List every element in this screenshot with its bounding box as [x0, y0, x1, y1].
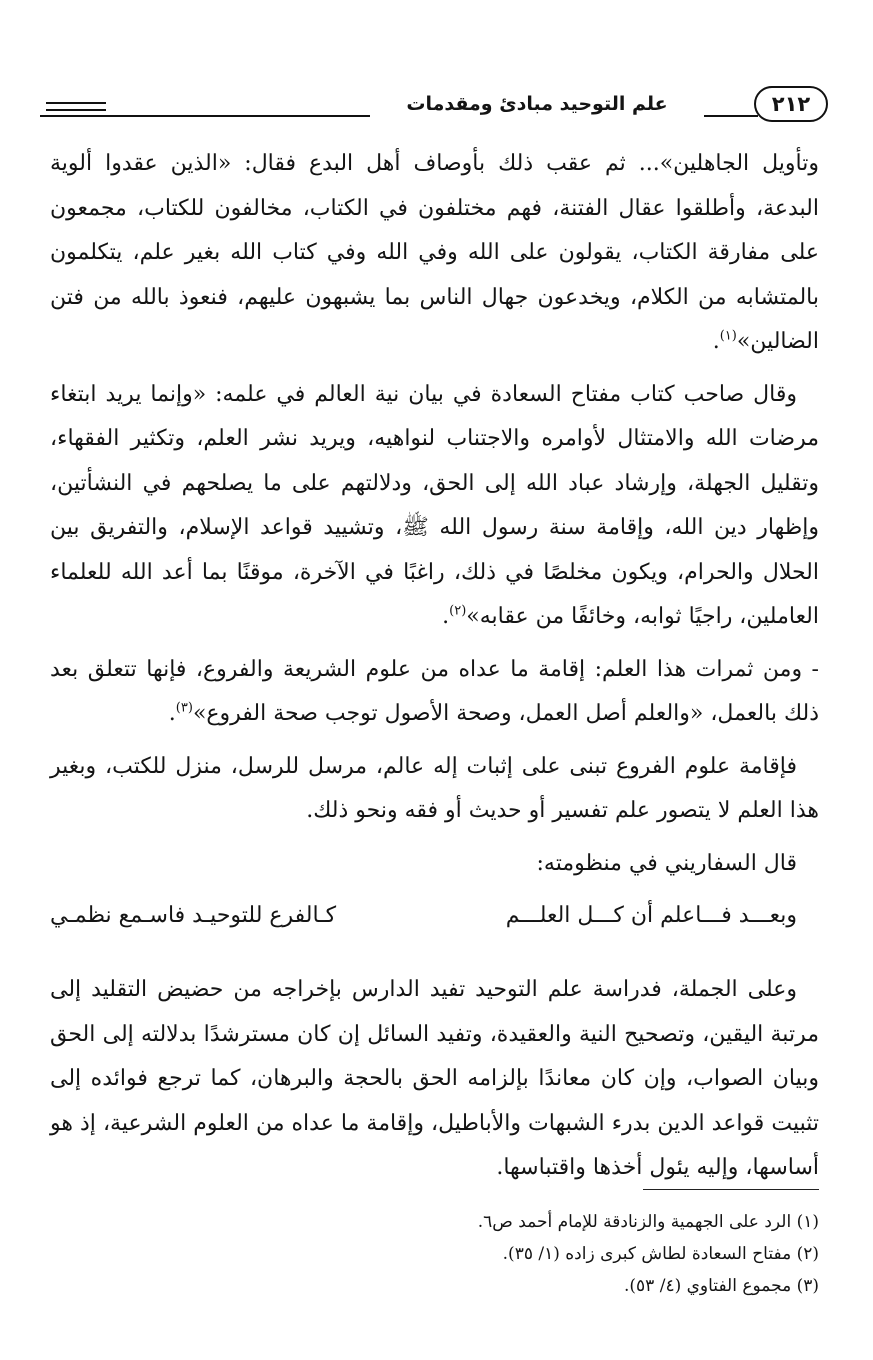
- footnote: (٢) مفتاح السعادة لطاش كبرى زاده (١/ ٣٥).: [502, 1244, 819, 1264]
- poem-verse: [50, 894, 819, 938]
- paragraph: [50, 648, 819, 737]
- footnote: (٣) مجموع الفتاوي (٤/ ٥٣).: [623, 1276, 819, 1296]
- footnote-ref: (١): [719, 328, 737, 344]
- paragraph: [50, 142, 819, 365]
- running-header: [40, 86, 828, 126]
- sentence-end: .: [168, 701, 176, 726]
- header-ornament-line: [46, 102, 106, 104]
- book-title: علم التوحيد مبادئ ومقدمات: [370, 91, 704, 117]
- header-ornament-line: [46, 109, 106, 111]
- paragraph-text: وقال صاحب كتاب مفتاح السعادة في بيان نية العالم في علمه: «وإنما يريد ابتغاء مرضات الله والامتثال لأوامره والاجتناب لنواهيه، ويريد نشر العلم، وتكثير الفقهاء، وتقليل الجهلة، وإرشاد عباد الله إلى الحق، ودلالتهم على ما يصلحهم في النشأتين، وإظهار دين الله، وإقامة سنة رسول الله ﷺ، وتشييد قواعد الإسلام، والتفريق بين الحلال والحرام، ويكون مخلصًا في ذلك، راغبًا في الآخرة، موقنًا بما أعد الله للعلماء العاملين، راجيًا ثوابه، وخائفًا من عقابه»: [50, 381, 819, 629]
- footnotes: [119, 1206, 819, 1302]
- verse-second-hemistich: كـالفرع للتوحيـد فاسـمع نظمـي: [50, 903, 337, 928]
- main-text: [50, 142, 819, 1199]
- paragraph-text: وتأويل الجاهلين»... ثم عقب ذلك بأوصاف أهل البدع فقال: «الذين عقدوا ألوية البدعة، وأطلقوا عقال الفتنة، فهم مختلفون في الكتاب، مخالفون للكتاب، مجمعون على مفارقة الكتاب، يقولون على الله وفي الله وفي كتاب الله بغير علم، يتكلمون بالمتشابه من الكلام، ويخدعون جهال الناس بما يشبهون عليهم، فنعوذ بالله من فتن الضالين»: [50, 151, 819, 354]
- paragraph: [50, 373, 819, 640]
- paragraph-text: - ومن ثمرات هذا العلم: إقامة ما عداه من علوم الشريعة والفروع، فإنها تتعلق بعد ذلك بالعمل، «والعلم أصل العمل، وصحة الأصول توجب صحة الفروع»: [50, 656, 819, 726]
- paragraph: فإقامة علوم الفروع تبنى على إثبات إله عالم، مرسل للرسل، منزل للكتب، وبغير هذا العلم لا يتصور علم تفسير أو حديث أو فقه ونحو ذلك.: [50, 753, 819, 823]
- sentence-end: .: [442, 604, 450, 629]
- footnote: (١) الرد على الجهمية والزنادقة للإمام أحمد ص٦.: [477, 1212, 819, 1232]
- page-number: ٢١٢: [754, 86, 828, 122]
- footnote-ref: (٢): [449, 603, 467, 619]
- poem-intro: قال السفاريني في منظومته:: [536, 850, 797, 876]
- footnote-ref: (٣): [175, 700, 193, 716]
- verse-first-hemistich: وبعـــد فـــاعلم أن كـــل العلـــم: [505, 903, 797, 928]
- footnote-divider: [643, 1189, 819, 1190]
- paragraph: وعلى الجملة، فدراسة علم التوحيد تفيد الدارس بإخراجه من حضيض التقليد إلى مرتبة اليقين، وتصحيح النية والعقيدة، وتفيد السائل إن كان مسترشدًا بدلالته إلى الحق وبيان الصواب، وإن كان معاندًا بإلزامه الحق بالحجة والبرهان، كما ترجع فوائده إلى تثبيت قواعد الدين بدرء الشبهات والأباطيل، وإقامة ما عداه من العلوم الشرعية، إذ هو أساسها، وإليه يئول أخذها واقتباسها.: [50, 977, 819, 1180]
- sentence-end: .: [712, 329, 720, 354]
